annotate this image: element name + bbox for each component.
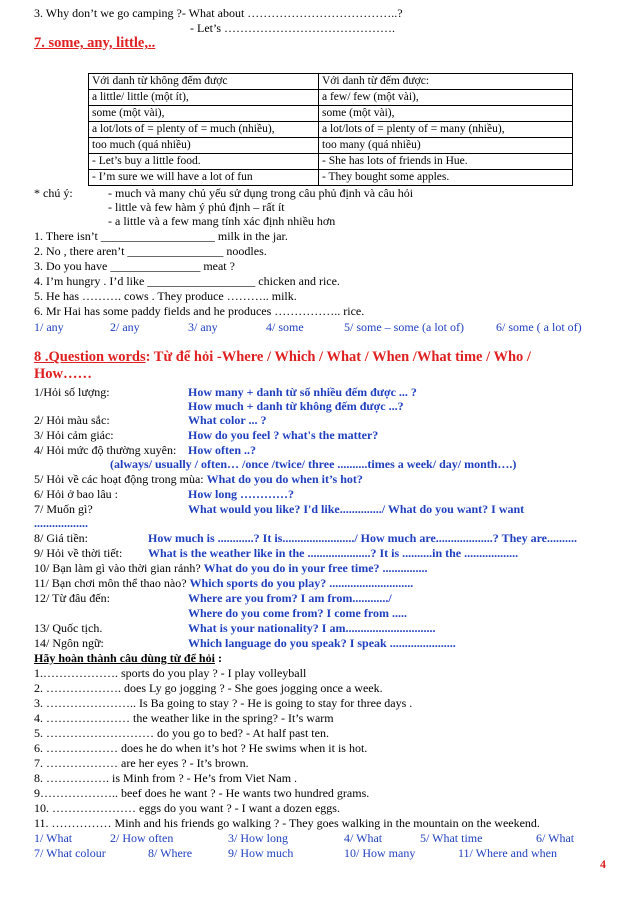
exercise-line: 7. ……………… are her eyes ? - It’s brown. — [34, 756, 249, 770]
qw-pattern: How much is ............? It is......................../ How much are...................? They are.......... — [148, 531, 578, 545]
table-cell: Với danh từ không đếm được — [89, 74, 319, 90]
table-cell: too much (quá nhiều) — [89, 138, 319, 154]
qw-label: 2/ Hỏi màu sắc: — [34, 413, 110, 427]
qw-pattern: What is the weather like in the .....................? It is ..........in the .................. — [148, 546, 519, 560]
section8-heading — [34, 350, 531, 364]
table-cell: too many (quá nhiều) — [319, 138, 573, 154]
table-row — [89, 90, 573, 106]
q3-line1: 3. Why don’t we go camping ?- What about ………………………………..? — [34, 6, 403, 20]
qw-pattern: What do you do when it’s hot? — [206, 472, 363, 486]
qw-pattern: How often ..? — [188, 443, 256, 457]
table-cell: a lot/lots of = plenty of = many (nhiều), — [319, 122, 573, 138]
table-row — [89, 122, 573, 138]
answer-item: 4/ What — [344, 831, 383, 845]
answer-item: 3/ How long — [228, 831, 288, 845]
answer-item: 5/ some – some (a lot of) — [344, 320, 464, 334]
answer-item: 3/ any — [188, 320, 218, 334]
note-line: - much và many chủ yếu sử dụng trong câu phủ định và câu hỏi — [108, 186, 414, 200]
page-number: 4 — [600, 857, 606, 871]
qw-label: 6/ Hỏi ở bao lâu : — [34, 487, 118, 501]
qw-label: 9/ Hỏi về thời tiết: — [34, 546, 123, 560]
qw-line — [34, 576, 413, 590]
exercise-line: 5. He has ………. cows . They produce ……….. milk. — [34, 289, 297, 303]
exercise-line: 2. ………………. does Ly go jogging ? - She goes jogging once a week. — [34, 681, 383, 695]
exercise-line: 1. There isn’t ___________________ milk in the jar. — [34, 229, 288, 243]
qw-label: 12/ Từ đâu đến: — [34, 591, 110, 605]
qw-pattern: How long …………? — [188, 487, 295, 501]
exercise-line: 11. …………… Minh and his friends go walking ? - They goes walking in the mountain on the weekend. — [34, 816, 540, 830]
table-row — [89, 154, 573, 170]
exercise-line: 5. ……………………… do you go to bed? - At half past ten. — [34, 726, 329, 740]
answer-item: 5/ What time — [420, 831, 483, 845]
table-cell: - I’m sure we will have a lot of fun — [89, 170, 319, 186]
qw-label: 13/ Quốc tịch. — [34, 621, 103, 635]
table-row — [89, 74, 573, 90]
exercise-line: 3. ………………….. Is Ba going to stay ? - He is going to stay for three days . — [34, 696, 413, 710]
exercise-line: 4. ………………… the weather like in the spring? - It’s warm — [34, 711, 334, 725]
table-cell: a few/ few (một vài), — [319, 90, 573, 106]
task-title — [34, 651, 222, 665]
exercise-line: 2. No , there aren’t ________________ noodles. — [34, 244, 267, 258]
answer-item: 6/ What — [536, 831, 575, 845]
qw-label: 14/ Ngôn ngữ: — [34, 636, 104, 650]
qw-label: 4/ Hỏi mức độ thường xuyên: — [34, 443, 177, 457]
qw-pattern: How many + danh từ số nhiều đếm được ... ? — [188, 385, 417, 399]
table-cell: - She has lots of friends in Hue. — [319, 154, 573, 170]
table-cell: a little/ little (một ít), — [89, 90, 319, 106]
note-line: - little và few hàm ý phủ định – rất ít — [108, 200, 285, 214]
qw-pattern: Which sports do you play? ............................ — [189, 576, 414, 590]
qw-line — [34, 561, 428, 575]
q3-line2: - Let’s ……………………………………. — [190, 21, 395, 35]
countable-uncountable-table — [88, 73, 573, 186]
qw-line — [34, 472, 363, 486]
exercise-line: 9……………….. beef does he want ? - He wants two hundred grams. — [34, 786, 370, 800]
table-cell: some (một vài), — [319, 106, 573, 122]
answer-item: 1/ any — [34, 320, 64, 334]
qw-label: 7/ Muốn gì? — [34, 502, 93, 516]
qw-pattern: (always/ usually / often… /once /twice/ three ..........times a week/ day/ month….) — [110, 457, 517, 471]
answer-item: 10/ How many — [344, 846, 416, 860]
qw-label: 11/ Bạn chơi môn thể thao nào? — [34, 576, 187, 590]
exercise-line: 8. ……………. is Minh from ? - He’s from Viet Nam . — [34, 771, 298, 785]
qw-label: 10/ Bạn làm gì vào thời gian rảnh? — [34, 561, 201, 575]
qw-pattern: What would you like? I'd like............../ What do you want? I want — [188, 502, 525, 516]
qw-pattern: What do you do in your free time? ............... — [203, 561, 428, 575]
table-cell: - They bought some apples. — [319, 170, 573, 186]
exercise-line: 3. Do you have _______________ meat ? — [34, 259, 235, 273]
exercise-line: 6. Mr Hai has some paddy fields and he produces …………….. rice. — [34, 304, 365, 318]
answer-item: 2/ any — [110, 320, 140, 334]
qw-pattern: Which language do you speak? I speak ...................... — [188, 636, 456, 650]
qw-pattern: What color ... ? — [188, 413, 267, 427]
table-cell: - Let’s buy a little food. — [89, 154, 319, 170]
exercise-line: 6. ……………… does he do when it’s hot ? He swims when it is hot. — [34, 741, 368, 755]
exercise-line: 10. ………………… eggs do you want ? - I want a dozen eggs. — [34, 801, 340, 815]
section8-heading-label: 8 .Question words — [34, 349, 146, 365]
answer-item: 11/ Where and when — [458, 846, 557, 860]
table-row — [89, 106, 573, 122]
section8-heading-rest: : Từ để hỏi -Where / Which / What / When /What time / Who / — [145, 349, 531, 365]
qw-label: 3/ Hỏi cảm giác: — [34, 428, 114, 442]
answer-item: 1/ What — [34, 831, 73, 845]
table-cell: Với danh từ đếm được: — [319, 74, 573, 90]
table-cell: a lot/lots of = plenty of = much (nhiều), — [89, 122, 319, 138]
answer-item: 2/ How often — [110, 831, 174, 845]
section8-heading-line2: How…… — [34, 366, 92, 382]
answer-item: 6/ some ( a lot of) — [496, 320, 582, 334]
qw-pattern: .................. — [34, 516, 88, 530]
qw-pattern: What is your nationality? I am.............................. — [188, 621, 436, 635]
qw-pattern: How much + danh từ không đếm được ...? — [188, 399, 404, 413]
task-title-text: Hãy hoàn thành câu dùng từ để hỏi — [34, 651, 215, 665]
note-label: * chú ý: — [34, 186, 73, 200]
exercise-line: 4. I’m hungry . I’d like __________________ chicken and rice. — [34, 274, 340, 288]
qw-label: 5/ Hỏi về các hoạt động trong mùa: — [34, 472, 204, 486]
qw-label: 1/Hỏi số lượng: — [34, 385, 110, 399]
answer-item: 7/ What colour — [34, 846, 106, 860]
qw-pattern: How do you feel ? what's the matter? — [188, 428, 379, 442]
exercise-line: 1.………………. sports do you play ? - I play volleyball — [34, 666, 307, 680]
section7-heading: 7. some, any, little,.. — [34, 35, 156, 51]
note-line: - a little và a few mang tính xác định nhiều hơn — [108, 214, 336, 228]
answer-item: 9/ How much — [228, 846, 294, 860]
qw-pattern: Where are you from? I am from............/ — [188, 591, 392, 605]
table-row — [89, 138, 573, 154]
qw-pattern: Where do you come from? I come from ..... — [188, 606, 407, 620]
table-row — [89, 170, 573, 186]
task-title-colon: : — [214, 651, 222, 665]
answer-item: 8/ Where — [148, 846, 193, 860]
table-cell: some (một vài), — [89, 106, 319, 122]
answer-item: 4/ some — [266, 320, 304, 334]
qw-label: 8/ Giá tiền: — [34, 531, 88, 545]
